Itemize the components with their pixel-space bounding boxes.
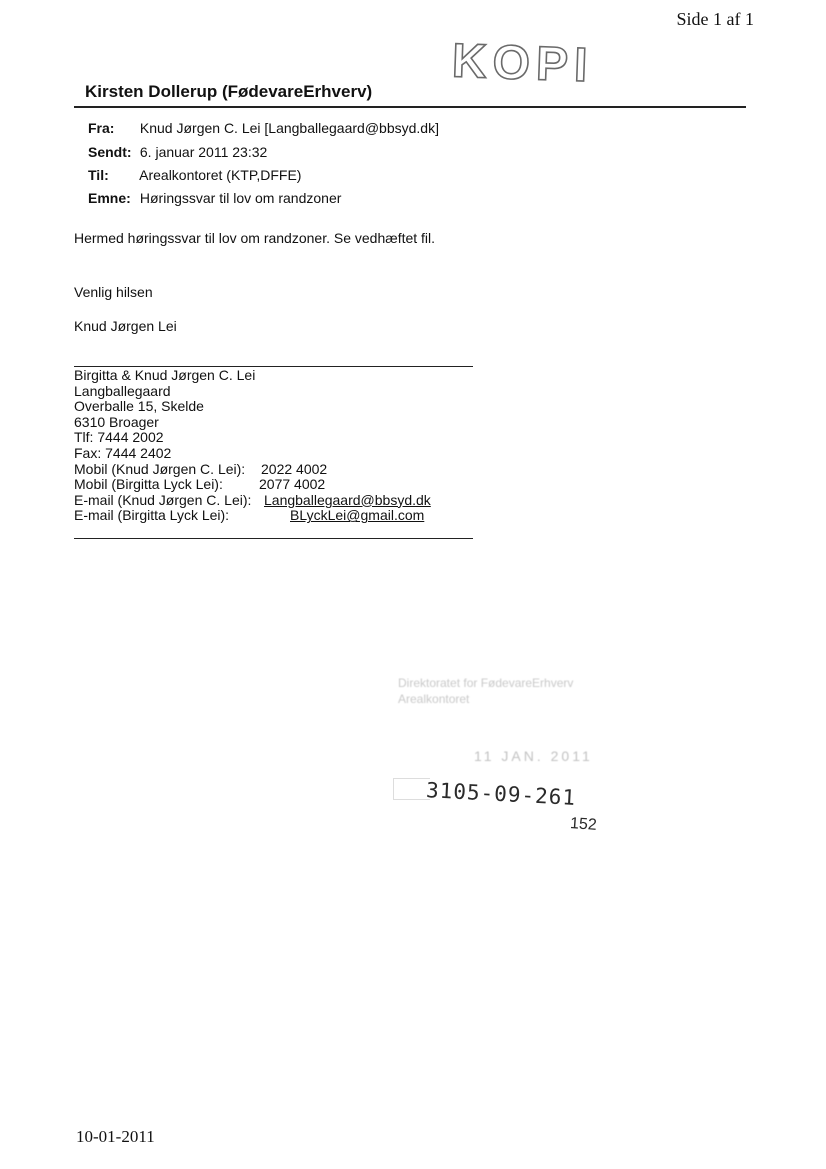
journal-sub-number: 152 — [569, 815, 598, 834]
footer-date: 10-01-2011 — [76, 1127, 155, 1146]
received-stamp-date: 11 JAN. 2011 — [474, 748, 593, 764]
email-birgitta-row — [74, 508, 431, 524]
from-label: Fra: — [88, 120, 115, 136]
email-body: Hermed høringssvar til lov om randzoner. Se vedhæftet fil. — [74, 230, 436, 246]
signature-line: Langballegaard — [74, 382, 171, 399]
header-subject-row — [88, 190, 341, 206]
sender-name: Kirsten Dollerup (FødevareErhverv) — [85, 82, 373, 101]
to-label: Til: — [88, 167, 109, 183]
header-from-row — [88, 120, 439, 136]
sent-label: Sendt: — [88, 144, 132, 160]
signature-line: Tlf: 7444 2002 — [74, 429, 164, 446]
mobile-birgitta-row — [74, 477, 431, 493]
mobile-knud-value: 2022 4002 — [261, 460, 328, 477]
signature-line: Overballe 15, Skelde — [74, 398, 204, 415]
received-stamp-text — [398, 675, 573, 707]
from-value: Knud Jørgen C. Lei [Langballegaard@bbsyd.dk] — [139, 120, 439, 136]
email-knud-row — [74, 493, 431, 509]
page-number: Side 1 af 1 — [676, 9, 754, 29]
signature-bottom-divider — [74, 538, 473, 539]
kopi-stamp: KOPI — [451, 34, 595, 93]
signature-line: Birgitta & Knud Jørgen C. Lei — [74, 367, 256, 383]
sent-value: 6. januar 2011 23:32 — [139, 144, 268, 160]
header-to-row — [88, 167, 301, 183]
email-knud-label: E-mail (Knud Jørgen C. Lei): — [74, 491, 252, 508]
subject-value: Høringssvar til lov om randzoner — [139, 190, 342, 206]
header-sent-row — [88, 144, 267, 160]
greeting: Venlig hilsen — [74, 284, 153, 300]
signoff-name: Knud Jørgen Lei — [74, 318, 177, 334]
subject-label: Emne: — [88, 190, 131, 206]
header-divider — [74, 106, 746, 108]
email-knud-link[interactable]: Langballegaard@bbsyd.dk — [264, 491, 431, 508]
mobile-knud-label: Mobil (Knud Jørgen C. Lei): — [74, 460, 246, 477]
received-stamp-line: Arealkontoret — [398, 692, 470, 706]
signature-line: Fax: 7444 2402 — [74, 444, 172, 461]
journal-number: 3105-09-261 — [425, 778, 577, 810]
mobile-birgitta-label: Mobil (Birgitta Lyck Lei): — [74, 476, 223, 493]
received-stamp-line: Direktoratet for FødevareErhverv — [398, 676, 574, 690]
signature-block — [74, 368, 431, 524]
signature-line: 6310 Broager — [74, 413, 159, 430]
mobile-knud-row — [74, 462, 431, 478]
to-value: Arealkontoret (KTP,DFFE) — [139, 167, 302, 183]
email-birgitta-label: E-mail (Birgitta Lyck Lei): — [74, 507, 230, 524]
journal-box — [393, 778, 430, 800]
mobile-birgitta-value: 2077 4002 — [259, 476, 326, 493]
email-birgitta-link[interactable]: BLyckLei@gmail.com — [290, 507, 425, 524]
